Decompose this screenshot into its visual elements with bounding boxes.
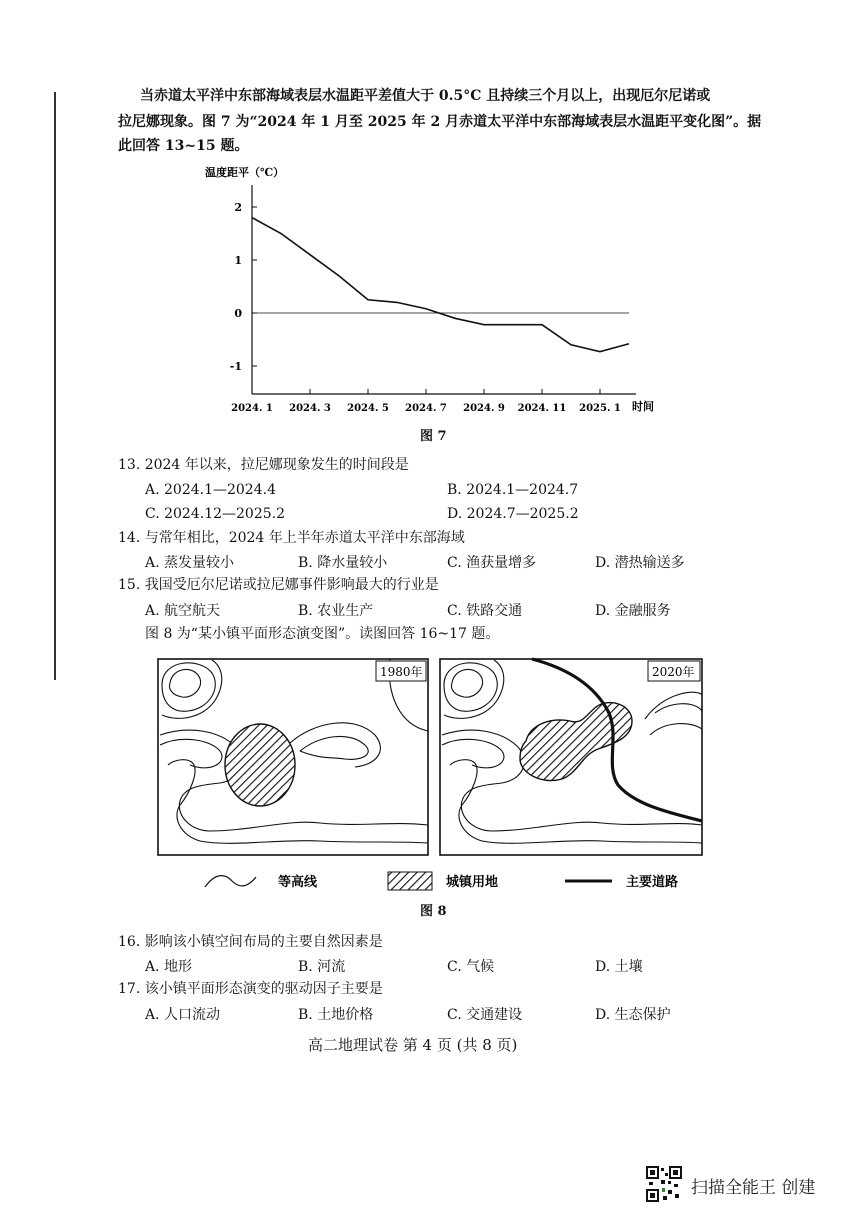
page-footer: 高二地理试卷 第 4 页 (共 8 页) — [308, 1036, 518, 1054]
x-tick-label: 2024. 11 — [517, 403, 567, 414]
intro-line-3: 此回答 13~15 题。 — [118, 138, 249, 154]
x-tick-label: 2024. 1 — [231, 403, 273, 414]
x-tick-label: 2024. 7 — [405, 403, 447, 414]
q15-option-a[interactable]: A. 航空航天 — [145, 603, 221, 619]
x-tick-label: 2024. 5 — [347, 403, 389, 414]
map-1980 — [158, 659, 428, 855]
legend-road-label: 主要道路 — [626, 875, 679, 890]
figure-7-caption: 图 7 — [420, 429, 447, 444]
intro-line-2: 拉尼娜现象。图 7 为“2024 年 1 月至 2025 年 2 月赤道太平洋中东部海域表层水温距平变化图”。据 — [118, 114, 762, 130]
q14-option-c[interactable]: C. 渔获量增多 — [447, 555, 537, 571]
q14-option-b[interactable]: B. 降水量较小 — [298, 555, 388, 571]
q15-option-c[interactable]: C. 铁路交通 — [447, 603, 523, 619]
figure-8-intro: 图 8 为“某小镇平面形态演变图”。读图回答 16~17 题。 — [145, 626, 500, 642]
figure-8-caption: 图 8 — [420, 904, 447, 919]
series-line — [252, 218, 629, 352]
q13-option-a[interactable]: A. 2024.1—2024.4 — [145, 482, 276, 498]
q15-option-d[interactable]: D. 金融服务 — [595, 603, 671, 619]
y-tick-label: 2 — [234, 201, 242, 214]
q17-option-a[interactable]: A. 人口流动 — [145, 1007, 221, 1023]
urban-land-1980 — [225, 724, 295, 806]
q13-stem: 13. 2024 年以来，拉尼娜现象发生的时间段是 — [118, 457, 409, 473]
q17-option-b[interactable]: B. 土地价格 — [298, 1007, 374, 1023]
q17-option-d[interactable]: D. 生态保护 — [595, 1007, 671, 1023]
q16-option-d[interactable]: D. 土壤 — [595, 959, 643, 975]
q16-option-a[interactable]: A. 地形 — [145, 959, 193, 975]
map-2020-year-label: 2020年 — [652, 665, 695, 679]
qr-code-icon — [646, 1166, 682, 1202]
q14-option-d[interactable]: D. 潜热输送多 — [595, 555, 685, 571]
legend-urban-label: 城镇用地 — [446, 875, 499, 890]
q15-option-b[interactable]: B. 农业生产 — [298, 603, 374, 619]
q16-option-b[interactable]: B. 河流 — [298, 959, 346, 975]
margin-line — [54, 92, 56, 680]
contour-legend-symbol — [205, 876, 256, 887]
x-tick-label: 2024. 9 — [463, 403, 505, 414]
q17-stem: 17. 该小镇平面形态演变的驱动因子主要是 — [118, 981, 383, 997]
y-axis-label: 温度距平（℃） — [205, 166, 285, 179]
q13-option-c[interactable]: C. 2024.12—2025.2 — [145, 506, 285, 522]
town-evolution-figure — [150, 655, 710, 903]
y-tick-label: -1 — [229, 360, 242, 373]
map-1980-year-label: 1980年 — [380, 665, 423, 679]
sst-anomaly-chart — [200, 160, 670, 420]
q16-option-c[interactable]: C. 气候 — [447, 959, 495, 975]
figure-8-legend — [205, 872, 678, 890]
q15-stem: 15. 我国受厄尔尼诺或拉尼娜事件影响最大的行业是 — [118, 577, 439, 593]
q14-option-a[interactable]: A. 蒸发量较小 — [145, 555, 235, 571]
q13-option-b[interactable]: B. 2024.1—2024.7 — [447, 482, 579, 498]
x-axis-label: 时间 — [632, 400, 654, 413]
q17-option-c[interactable]: C. 交通建设 — [447, 1007, 523, 1023]
x-tick-label: 2024. 3 — [289, 403, 331, 414]
legend-contour-label: 等高线 — [278, 875, 318, 890]
urban-legend-symbol — [388, 872, 432, 890]
map-2020 — [440, 659, 702, 855]
scanner-watermark: 扫描全能王 创建 — [691, 1178, 816, 1198]
x-tick-label: 2025. 1 — [579, 403, 621, 414]
intro-line-1: 当赤道太平洋中东部海域表层水温距平差值大于 0.5°C 且持续三个月以上，出现厄尔尼诺或 — [140, 88, 711, 104]
q16-stem: 16. 影响该小镇空间布局的主要自然因素是 — [118, 934, 383, 950]
q14-stem: 14. 与常年相比，2024 年上半年赤道太平洋中东部海域 — [118, 530, 465, 546]
y-tick-label: 1 — [234, 254, 242, 267]
y-tick-label: 0 — [234, 307, 242, 320]
q13-option-d[interactable]: D. 2024.7—2025.2 — [447, 506, 579, 522]
